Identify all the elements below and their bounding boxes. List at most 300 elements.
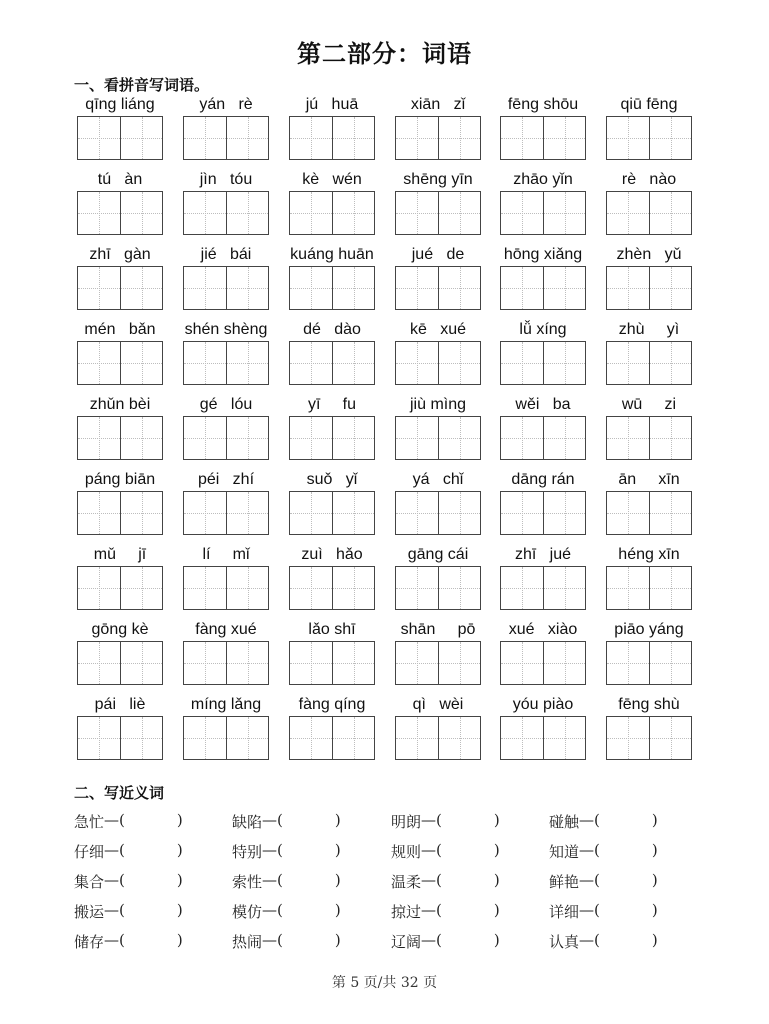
close-paren: ) — [176, 931, 183, 949]
character-square[interactable] — [226, 642, 268, 684]
tianzige-box[interactable] — [289, 641, 375, 685]
character-square[interactable] — [120, 492, 162, 534]
dash: — — [262, 871, 278, 889]
tianzige-box[interactable] — [183, 341, 269, 385]
character-square[interactable] — [501, 417, 543, 459]
answer-blank[interactable] — [125, 931, 177, 949]
character-square[interactable] — [438, 267, 480, 309]
character-square[interactable] — [543, 192, 585, 234]
character-square[interactable] — [120, 567, 162, 609]
synonym-word: 碰触 — [549, 813, 580, 831]
character-square[interactable] — [396, 417, 438, 459]
tianzige-box[interactable] — [183, 266, 269, 310]
tianzige-box[interactable] — [289, 416, 375, 460]
tianzige-box[interactable] — [77, 116, 163, 160]
character-square[interactable] — [649, 567, 691, 609]
answer-blank[interactable] — [283, 931, 335, 949]
character-square[interactable] — [501, 267, 543, 309]
open-paren: ( — [594, 811, 600, 829]
answer-blank[interactable] — [442, 811, 494, 829]
character-square[interactable] — [332, 342, 374, 384]
pinyin-label: shén shèng — [184, 321, 268, 338]
answer-blank[interactable] — [600, 841, 652, 859]
answer-blank[interactable] — [125, 841, 177, 859]
close-paren: ) — [176, 841, 183, 859]
character-square[interactable] — [226, 342, 268, 384]
synonym-word: 缺陷 — [232, 813, 263, 831]
synonym-word: 集合 — [74, 873, 105, 891]
tianzige-box[interactable] — [500, 641, 586, 685]
character-square[interactable] — [501, 567, 543, 609]
tianzige-box[interactable] — [395, 416, 481, 460]
pinyin-label: jú huā — [305, 96, 359, 113]
synonym-item — [549, 871, 658, 892]
character-square[interactable] — [120, 717, 162, 759]
tianzige-box[interactable] — [183, 416, 269, 460]
answer-blank[interactable] — [442, 901, 494, 919]
tianzige-box[interactable] — [289, 116, 375, 160]
synonym-item — [549, 931, 658, 952]
tianzige-box[interactable] — [606, 716, 692, 760]
pinyin-label: gāng cái — [407, 546, 469, 563]
close-paren: ) — [334, 931, 341, 949]
pinyin-label: zhèn yǔ — [616, 246, 682, 263]
tianzige-box[interactable] — [606, 641, 692, 685]
character-square[interactable] — [543, 417, 585, 459]
synonym-word: 详细 — [549, 903, 580, 921]
character-square[interactable] — [396, 342, 438, 384]
dash: — — [421, 841, 437, 859]
character-square[interactable] — [438, 192, 480, 234]
character-square[interactable] — [438, 417, 480, 459]
tianzige-box[interactable] — [289, 191, 375, 235]
answer-blank[interactable] — [283, 901, 335, 919]
character-square[interactable] — [78, 192, 120, 234]
pinyin-label: hōng xiǎng — [503, 246, 583, 263]
character-square[interactable] — [438, 642, 480, 684]
pinyin-label: piāo yáng — [614, 621, 684, 638]
character-square[interactable] — [543, 267, 585, 309]
character-square[interactable] — [290, 267, 332, 309]
tianzige-box[interactable] — [606, 341, 692, 385]
character-square[interactable] — [396, 642, 438, 684]
tianzige-box[interactable] — [289, 341, 375, 385]
answer-blank[interactable] — [442, 841, 494, 859]
tianzige-box[interactable] — [395, 491, 481, 535]
pinyin-label: qīng liáng — [85, 96, 155, 113]
character-square[interactable] — [501, 717, 543, 759]
character-square[interactable] — [543, 342, 585, 384]
tianzige-box[interactable] — [606, 116, 692, 160]
character-square[interactable] — [501, 117, 543, 159]
close-paren: ) — [493, 871, 500, 889]
character-square[interactable] — [184, 417, 226, 459]
tianzige-box[interactable] — [395, 266, 481, 310]
synonym-word: 明朗 — [391, 813, 422, 831]
character-square[interactable] — [184, 717, 226, 759]
tianzige-box[interactable] — [77, 491, 163, 535]
character-square[interactable] — [120, 117, 162, 159]
open-paren: ( — [119, 931, 125, 949]
tianzige-box[interactable] — [289, 491, 375, 535]
character-square[interactable] — [649, 267, 691, 309]
tianzige-box[interactable] — [183, 566, 269, 610]
pinyin-label: gé lóu — [199, 396, 253, 413]
pinyin-label: zuì hǎo — [301, 546, 363, 563]
tianzige-box[interactable] — [500, 266, 586, 310]
synonym-item — [391, 871, 500, 892]
tianzige-box[interactable] — [77, 341, 163, 385]
character-square[interactable] — [78, 267, 120, 309]
tianzige-box[interactable] — [183, 191, 269, 235]
character-square[interactable] — [543, 492, 585, 534]
tianzige-box[interactable] — [289, 716, 375, 760]
character-square[interactable] — [78, 117, 120, 159]
dash: — — [104, 931, 120, 949]
character-square[interactable] — [438, 567, 480, 609]
character-square[interactable] — [120, 417, 162, 459]
character-square[interactable] — [332, 117, 374, 159]
tianzige-box[interactable] — [289, 566, 375, 610]
character-square[interactable] — [396, 567, 438, 609]
pinyin-label: dāng rán — [511, 471, 575, 488]
open-paren: ( — [277, 931, 283, 949]
synonym-item — [74, 811, 183, 832]
character-square[interactable] — [184, 567, 226, 609]
character-square[interactable] — [501, 642, 543, 684]
synonym-item — [391, 931, 500, 952]
pinyin-label: xué xiào — [508, 621, 578, 638]
tianzige-box[interactable] — [77, 266, 163, 310]
pinyin-label: héng xīn — [618, 546, 680, 563]
answer-blank[interactable] — [125, 871, 177, 889]
tianzige-box[interactable] — [500, 416, 586, 460]
pinyin-label: mén bǎn — [84, 321, 156, 338]
character-square[interactable] — [226, 492, 268, 534]
character-square[interactable] — [226, 417, 268, 459]
pinyin-label: kè wén — [302, 171, 362, 188]
answer-blank[interactable] — [600, 811, 652, 829]
character-square[interactable] — [290, 117, 332, 159]
tianzige-box[interactable] — [77, 716, 163, 760]
pinyin-label: lǚ xíng — [519, 321, 567, 338]
tianzige-box[interactable] — [395, 716, 481, 760]
section-1-heading: 一、看拼音写词语。 — [74, 76, 210, 94]
synonym-item — [232, 841, 341, 862]
character-square[interactable] — [501, 342, 543, 384]
dash: — — [262, 901, 278, 919]
tianzige-box[interactable] — [606, 266, 692, 310]
answer-blank[interactable] — [442, 871, 494, 889]
dash: — — [421, 811, 437, 829]
pinyin-label: fàng xué — [195, 621, 257, 638]
pinyin-label: yán rè — [199, 96, 253, 113]
character-square[interactable] — [332, 192, 374, 234]
pinyin-label: suǒ yǐ — [306, 471, 358, 488]
open-paren: ( — [277, 811, 283, 829]
synonym-word: 特别 — [232, 843, 263, 861]
tianzige-box[interactable] — [606, 191, 692, 235]
tianzige-box[interactable] — [183, 716, 269, 760]
character-square[interactable] — [78, 342, 120, 384]
dash: — — [579, 841, 595, 859]
tianzige-box[interactable] — [395, 641, 481, 685]
character-square[interactable] — [120, 192, 162, 234]
character-square[interactable] — [438, 717, 480, 759]
tianzige-box[interactable] — [500, 116, 586, 160]
tianzige-box[interactable] — [500, 191, 586, 235]
character-square[interactable] — [184, 117, 226, 159]
character-square[interactable] — [78, 642, 120, 684]
tianzige-box[interactable] — [395, 116, 481, 160]
synonym-item — [549, 811, 658, 832]
character-square[interactable] — [120, 267, 162, 309]
dash: — — [579, 871, 595, 889]
character-square[interactable] — [649, 117, 691, 159]
character-square[interactable] — [501, 192, 543, 234]
answer-blank[interactable] — [600, 931, 652, 949]
character-square[interactable] — [332, 492, 374, 534]
pinyin-label: zhī gàn — [89, 246, 151, 263]
answer-blank[interactable] — [283, 871, 335, 889]
character-square[interactable] — [78, 492, 120, 534]
character-square[interactable] — [607, 492, 649, 534]
character-square[interactable] — [543, 717, 585, 759]
tianzige-box[interactable] — [289, 266, 375, 310]
open-paren: ( — [277, 871, 283, 889]
character-square[interactable] — [120, 342, 162, 384]
close-paren: ) — [334, 901, 341, 919]
tianzige-box[interactable] — [183, 116, 269, 160]
tianzige-box[interactable] — [77, 641, 163, 685]
tianzige-box[interactable] — [77, 416, 163, 460]
dash: — — [104, 841, 120, 859]
close-paren: ) — [493, 841, 500, 859]
character-square[interactable] — [607, 717, 649, 759]
synonym-word: 辽阔 — [391, 933, 422, 951]
section-2-heading: 二、写近义词 — [74, 784, 165, 802]
character-square[interactable] — [184, 192, 226, 234]
synonym-item — [391, 811, 500, 832]
pinyin-label: shān pō — [400, 621, 476, 638]
character-square[interactable] — [332, 717, 374, 759]
character-square[interactable] — [332, 267, 374, 309]
tianzige-box[interactable] — [500, 566, 586, 610]
character-square[interactable] — [649, 192, 691, 234]
close-paren: ) — [176, 901, 183, 919]
tianzige-box[interactable] — [606, 491, 692, 535]
pinyin-label: yá chǐ — [412, 471, 464, 488]
answer-blank[interactable] — [600, 901, 652, 919]
open-paren: ( — [119, 841, 125, 859]
character-square[interactable] — [649, 417, 691, 459]
character-square[interactable] — [184, 342, 226, 384]
tianzige-box[interactable] — [500, 341, 586, 385]
pinyin-label: gōng kè — [91, 621, 149, 638]
character-square[interactable] — [649, 492, 691, 534]
pinyin-label: lí mǐ — [202, 546, 250, 563]
character-square[interactable] — [543, 117, 585, 159]
character-square[interactable] — [226, 567, 268, 609]
character-square[interactable] — [226, 717, 268, 759]
character-square[interactable] — [438, 492, 480, 534]
synonym-item — [391, 841, 500, 862]
tianzige-box[interactable] — [500, 491, 586, 535]
pinyin-label: kuáng huān — [290, 246, 374, 263]
character-square[interactable] — [290, 417, 332, 459]
close-paren: ) — [493, 931, 500, 949]
character-square[interactable] — [396, 117, 438, 159]
tianzige-box[interactable] — [395, 191, 481, 235]
close-paren: ) — [651, 811, 658, 829]
tianzige-box[interactable] — [606, 416, 692, 460]
character-square[interactable] — [649, 342, 691, 384]
open-paren: ( — [436, 931, 442, 949]
character-square[interactable] — [332, 567, 374, 609]
character-square[interactable] — [649, 717, 691, 759]
tianzige-box[interactable] — [77, 566, 163, 610]
character-square[interactable] — [607, 642, 649, 684]
character-square[interactable] — [78, 567, 120, 609]
synonym-word: 掠过 — [391, 903, 422, 921]
answer-blank[interactable] — [283, 811, 335, 829]
character-square[interactable] — [78, 717, 120, 759]
tianzige-box[interactable] — [183, 641, 269, 685]
character-square[interactable] — [290, 492, 332, 534]
answer-blank[interactable] — [283, 841, 335, 859]
character-square[interactable] — [396, 192, 438, 234]
character-square[interactable] — [332, 417, 374, 459]
dash: — — [104, 811, 120, 829]
synonym-word: 搬运 — [74, 903, 105, 921]
close-paren: ) — [651, 841, 658, 859]
pinyin-label: dé dào — [303, 321, 361, 338]
synonym-item — [549, 901, 658, 922]
character-square[interactable] — [438, 342, 480, 384]
character-square[interactable] — [396, 492, 438, 534]
character-square[interactable] — [120, 642, 162, 684]
pinyin-label: zhǔn bèi — [89, 396, 151, 413]
pinyin-label: kē xué — [409, 321, 467, 338]
character-square[interactable] — [226, 192, 268, 234]
tianzige-box[interactable] — [77, 191, 163, 235]
pinyin-label: shēng yīn — [403, 171, 473, 188]
pinyin-label: míng lǎng — [190, 696, 262, 713]
pinyin-label: jié bái — [200, 246, 252, 263]
synonym-word: 认真 — [549, 933, 580, 951]
dash: — — [104, 871, 120, 889]
synonym-item — [232, 871, 341, 892]
pinyin-label: lǎo shī — [308, 621, 356, 638]
character-square[interactable] — [184, 492, 226, 534]
answer-blank[interactable] — [442, 931, 494, 949]
character-square[interactable] — [501, 492, 543, 534]
open-paren: ( — [594, 901, 600, 919]
pinyin-label: jué de — [411, 246, 465, 263]
character-square[interactable] — [396, 717, 438, 759]
tianzige-box[interactable] — [500, 716, 586, 760]
synonym-item — [74, 841, 183, 862]
character-square[interactable] — [543, 642, 585, 684]
character-square[interactable] — [78, 417, 120, 459]
character-square[interactable] — [290, 567, 332, 609]
synonym-item — [74, 901, 183, 922]
open-paren: ( — [594, 841, 600, 859]
dash: — — [262, 931, 278, 949]
dash: — — [421, 901, 437, 919]
character-square[interactable] — [226, 117, 268, 159]
synonym-word: 规则 — [391, 843, 422, 861]
tianzige-box[interactable] — [606, 566, 692, 610]
pinyin-label: qiū fēng — [620, 96, 678, 113]
character-square[interactable] — [649, 642, 691, 684]
pinyin-label: jiù mìng — [409, 396, 467, 413]
pinyin-label: zhù yì — [618, 321, 680, 338]
pinyin-label: pái liè — [94, 696, 146, 713]
character-square[interactable] — [290, 192, 332, 234]
open-paren: ( — [436, 841, 442, 859]
pinyin-label: qì wèi — [412, 696, 464, 713]
dash: — — [262, 841, 278, 859]
character-square[interactable] — [184, 642, 226, 684]
tianzige-box[interactable] — [395, 341, 481, 385]
answer-blank[interactable] — [125, 901, 177, 919]
character-square[interactable] — [607, 192, 649, 234]
character-square[interactable] — [290, 717, 332, 759]
pinyin-label: ān xīn — [618, 471, 680, 488]
character-square[interactable] — [438, 117, 480, 159]
character-square[interactable] — [607, 417, 649, 459]
pinyin-label: jìn tóu — [199, 171, 253, 188]
character-square[interactable] — [226, 267, 268, 309]
dash: — — [579, 931, 595, 949]
character-square[interactable] — [607, 567, 649, 609]
character-square[interactable] — [396, 267, 438, 309]
dash: — — [579, 811, 595, 829]
pinyin-label: wěi ba — [515, 396, 571, 413]
open-paren: ( — [119, 871, 125, 889]
character-square[interactable] — [290, 342, 332, 384]
answer-blank[interactable] — [125, 811, 177, 829]
close-paren: ) — [334, 871, 341, 889]
character-square[interactable] — [290, 642, 332, 684]
page-footer: 第 5 页/共 32 页 — [331, 975, 438, 991]
character-square[interactable] — [184, 267, 226, 309]
character-square[interactable] — [607, 117, 649, 159]
dash: — — [579, 901, 595, 919]
pinyin-label: mǔ jī — [93, 546, 147, 563]
open-paren: ( — [277, 901, 283, 919]
synonym-word: 温柔 — [391, 873, 422, 891]
answer-blank[interactable] — [600, 871, 652, 889]
synonym-word: 仔细 — [74, 843, 105, 861]
character-square[interactable] — [543, 567, 585, 609]
tianzige-box[interactable] — [395, 566, 481, 610]
tianzige-box[interactable] — [183, 491, 269, 535]
pinyin-label: yóu piào — [512, 696, 574, 713]
pinyin-label: yī fu — [307, 396, 356, 413]
pinyin-label: fēng shōu — [507, 96, 579, 113]
close-paren: ) — [651, 901, 658, 919]
pinyin-label: zhī jué — [514, 546, 572, 563]
synonym-item — [74, 931, 183, 952]
character-square[interactable] — [332, 642, 374, 684]
pinyin-label: fàng qíng — [298, 696, 366, 713]
pinyin-label: wū zi — [621, 396, 677, 413]
synonym-word: 热闹 — [232, 933, 263, 951]
character-square[interactable] — [607, 342, 649, 384]
character-square[interactable] — [607, 267, 649, 309]
